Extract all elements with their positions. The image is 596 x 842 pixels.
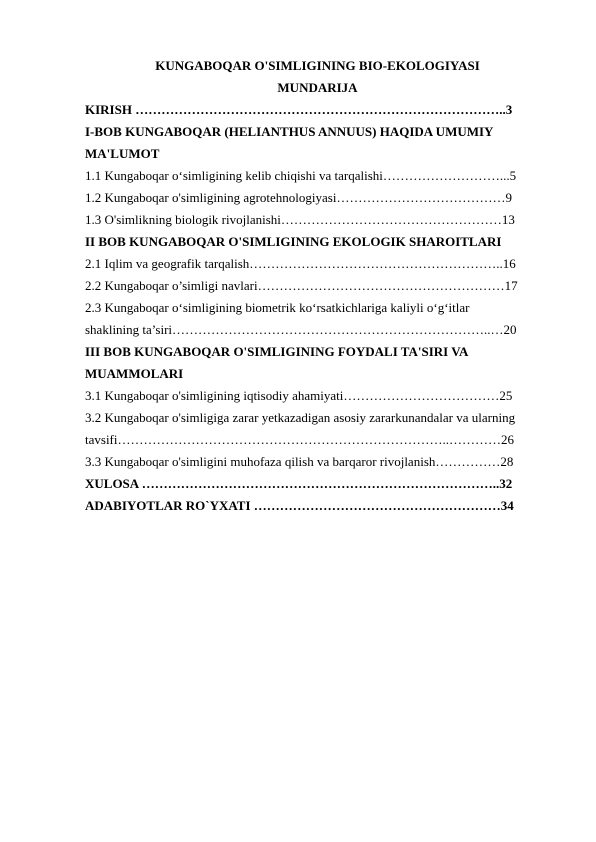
toc-entry-xulosa: XULOSA ………………………………………………………………………..32 bbox=[85, 476, 513, 491]
toc-chapter-3-title-cont: MUAMMOLARI bbox=[85, 366, 184, 381]
toc-entry-adabiyotlar: ADABIYOTLAR RO`YXATI …………………………………………………34 bbox=[85, 498, 514, 513]
toc-entry-2-3-cont: shaklining ta’siri………………………………………………………………..…20 bbox=[85, 322, 517, 337]
toc-entry-3-2-cont: tavsifi…………………………………………………………………..…………26 bbox=[85, 432, 514, 447]
toc-entry-kirish: KIRISH …………………………………………………………………………..3 bbox=[85, 102, 513, 117]
toc-chapter-3-title: III BOB KUNGABOQAR O'SIMLIGINING FOYDALI TA'SIRI VA bbox=[85, 344, 469, 359]
toc-entry-3-2: 3.2 Kungaboqar o'simligiga zarar yetkazadigan asosiy zararkunandalar va ularning bbox=[85, 410, 516, 425]
toc-entry-1-1: 1.1 Kungaboqar o‘simligining kelib chiqishi va tarqalishi………………………...5 bbox=[85, 168, 517, 183]
toc-entry-1-2: 1.2 Kungaboqar o'simligining agrotehnologiyasi…………………………………9 bbox=[85, 190, 512, 205]
toc-entry-1-3: 1.3 O'simlikning biologik rivojlanishi……………………………………………13 bbox=[85, 212, 515, 227]
toc-entry-3-1: 3.1 Kungaboqar o'simligining iqtisodiy ahamiyati………………………………25 bbox=[85, 388, 513, 403]
table-of-contents bbox=[85, 99, 550, 517]
toc-chapter-1-title: I-BOB KUNGABOQAR (HELIANTHUS ANNUUS) HAQIDA UMUMIY bbox=[85, 124, 494, 139]
toc-heading: MUNDARIJA bbox=[277, 80, 358, 95]
toc-entry-2-3: 2.3 Kungaboqar o‘simligining biometrik ko‘rsatkichlariga kaliyli o‘g‘itlar bbox=[85, 300, 470, 315]
toc-chapter-2-title: II BOB KUNGABOQAR O'SIMLIGINING EKOLOGIK SHAROITLARI bbox=[85, 234, 502, 249]
toc-entry-3-3: 3.3 Kungaboqar o'simligini muhofaza qilish va barqaror rivojlanish……………28 bbox=[85, 454, 514, 469]
toc-chapter-1-title-cont: MA'LUMOT bbox=[85, 146, 160, 161]
toc-entry-2-2: 2.2 Kungaboqar o’simligi navlari…………………………………………………17 bbox=[85, 278, 518, 293]
document-title: KUNGABOQAR O'SIMLIGINING BIO-EKOLOGIYASI bbox=[155, 58, 480, 73]
toc-entry-2-1: 2.1 Iqlim va geografik tarqalish…………………………………………………..16 bbox=[85, 256, 516, 271]
